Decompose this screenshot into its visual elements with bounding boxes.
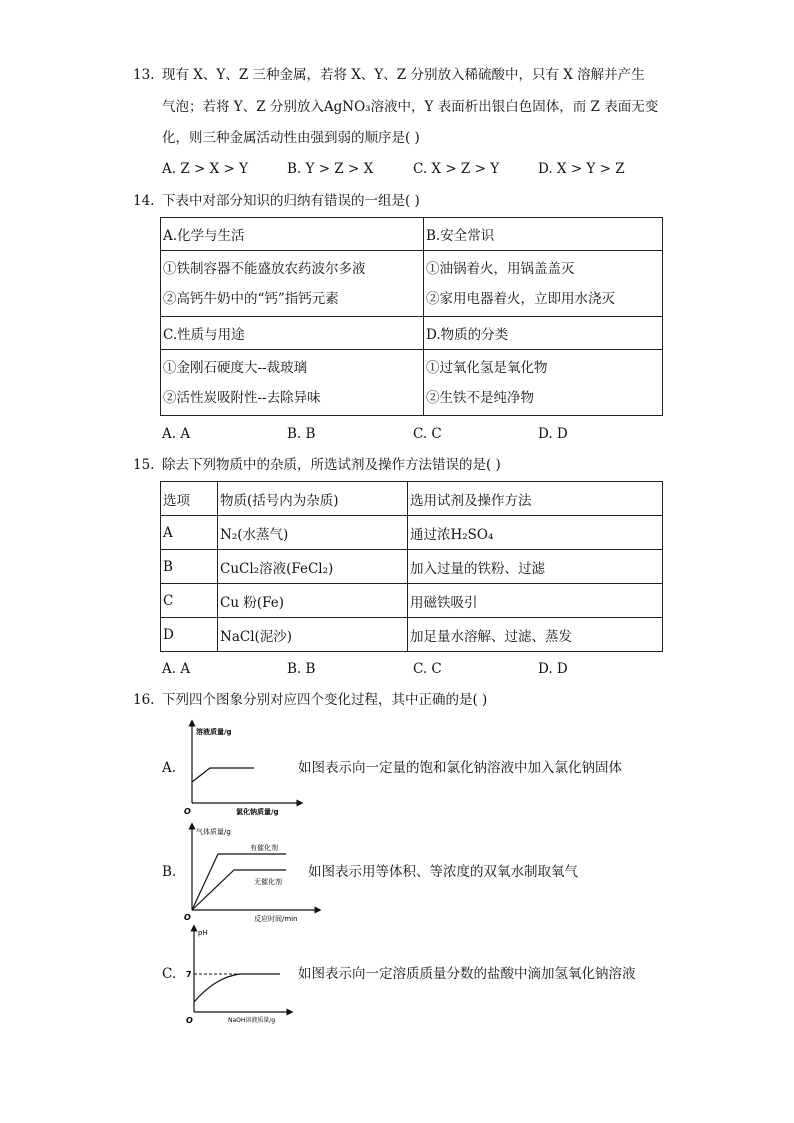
question-text-line: 化，则三种金属活动性由强到弱的顺序是( )	[162, 130, 420, 146]
table-cell: 加足量水溶解、过滤、蒸发	[408, 618, 663, 652]
x-axis-label: 反应时间/min	[254, 915, 298, 922]
header-method: 选用试剂及操作方法	[408, 482, 663, 516]
y-axis-label: 气体质量/g	[196, 828, 231, 836]
table-cell: A	[161, 516, 218, 550]
cell-c-line-1: ①金刚石硬度大--裁玻璃	[163, 359, 308, 376]
header-substance: 物质(括号内为杂质)	[218, 482, 408, 516]
cell-c-head: C.性质与用途	[161, 317, 424, 350]
table-cell: CuCl₂溶液(FeCl₂)	[218, 550, 408, 584]
table-cell: N₂(水蒸气)	[218, 516, 408, 550]
impurity-table	[160, 481, 663, 652]
curve	[192, 768, 254, 782]
x-axis-label: NaOH溶液质量/g	[228, 1017, 276, 1024]
cell-d-head: D.物质的分类	[424, 317, 663, 350]
cell-b-line-1: ①油锅着火，用锅盖盖灭	[426, 260, 575, 277]
cell-c-body	[161, 350, 424, 416]
knowledge-table	[160, 217, 663, 416]
graph-b	[182, 822, 322, 922]
cell-d-body	[424, 350, 663, 416]
cell-a-head: A.化学与生活	[161, 218, 424, 251]
option-c[interactable]: C. C	[413, 661, 442, 677]
option-a[interactable]: A. Z > X > Y	[162, 161, 249, 177]
curve	[194, 974, 280, 1002]
origin-label: O	[184, 807, 191, 816]
option-b[interactable]: B. B	[287, 661, 316, 677]
cell-a-line-1: ①铁制容器不能盛放农药波尔多液	[163, 260, 366, 277]
question-number: 14.	[133, 193, 155, 209]
question-stem: 下列四个图象分别对应四个变化过程，其中正确的是( )	[162, 692, 488, 708]
question-number: 15.	[133, 457, 155, 473]
graph-a	[182, 718, 304, 818]
option-b[interactable]: B.	[162, 864, 177, 880]
cell-d-line-2: ②生铁不是纯净物	[426, 389, 534, 406]
table-cell: 加入过量的铁粉、过滤	[408, 550, 663, 584]
option-c[interactable]: C.	[162, 966, 177, 982]
cell-a-body	[161, 251, 424, 317]
question-text-line: 气泡；若将 Y、Z 分别放入AgNO₃溶液中，Y 表面析出银白色固体，而 Z 表面无变	[162, 99, 659, 115]
question-number: 16.	[133, 692, 155, 708]
table-cell: 用磁铁吸引	[408, 584, 663, 618]
table-cell: 通过浓H₂SO₄	[408, 516, 663, 550]
graph-a-description: 如图表示向一定量的饱和氯化钠溶液中加入氯化钠固体	[298, 760, 622, 776]
y-axis-label: pH	[198, 929, 208, 937]
option-d[interactable]: D. D	[538, 661, 568, 677]
option-d[interactable]: D. D	[538, 426, 568, 442]
cell-d-line-1: ①过氧化氢是氧化物	[426, 359, 548, 376]
cell-b-head: B.安全常识	[424, 218, 663, 251]
option-c[interactable]: C. X > Z > Y	[413, 161, 500, 177]
graph-c	[182, 924, 294, 1026]
y-tick-label: 7	[186, 970, 192, 979]
y-axis-label: 溶液质量/g	[196, 728, 232, 736]
option-a[interactable]: A. A	[162, 426, 191, 442]
cell-b-body	[424, 251, 663, 317]
question-stem: 除去下列物质中的杂质，所选试剂及操作方法错误的是( )	[162, 457, 501, 473]
x-axis-label: 氯化钠质量/g	[236, 808, 279, 816]
table-cell: B	[161, 550, 218, 584]
option-c[interactable]: C. C	[413, 426, 442, 442]
graph-c-description: 如图表示向一定溶质质量分数的盐酸中滴加氢氧化钠溶液	[298, 966, 636, 982]
question-text-line: 现有 X、Y、Z 三种金属，若将 X、Y、Z 分别放入稀硫酸中，只有 X 溶解并产生	[162, 67, 645, 83]
table-cell: C	[161, 584, 218, 618]
curve-top-label: 有催化剂	[250, 844, 278, 852]
option-b[interactable]: B. B	[287, 426, 316, 442]
curve-without-catalyst	[192, 870, 286, 910]
option-b[interactable]: B. Y > Z > X	[287, 161, 374, 177]
cell-b-line-2: ②家用电器着火，立即用水浇灭	[426, 290, 615, 307]
cell-a-line-2: ②高钙牛奶中的“钙”指钙元素	[163, 290, 339, 307]
cell-c-line-2: ②活性炭吸附性--去除异味	[163, 389, 321, 406]
option-d[interactable]: D. X > Y > Z	[538, 161, 625, 177]
origin-label: O	[184, 913, 191, 922]
table-cell: D	[161, 618, 218, 652]
table-cell: Cu 粉(Fe)	[218, 584, 408, 618]
question-number: 13.	[133, 67, 155, 83]
table-cell: NaCl(泥沙)	[218, 618, 408, 652]
question-stem: 下表中对部分知识的归纳有错误的一组是( )	[162, 193, 420, 209]
curve-bottom-label: 无催化剂	[254, 878, 282, 886]
origin-label: O	[186, 1016, 193, 1025]
graph-b-description: 如图表示用等体积、等浓度的双氧水制取氧气	[308, 864, 578, 880]
option-a[interactable]: A.	[162, 760, 177, 776]
header-option: 选项	[161, 482, 218, 516]
option-a[interactable]: A. A	[162, 661, 191, 677]
